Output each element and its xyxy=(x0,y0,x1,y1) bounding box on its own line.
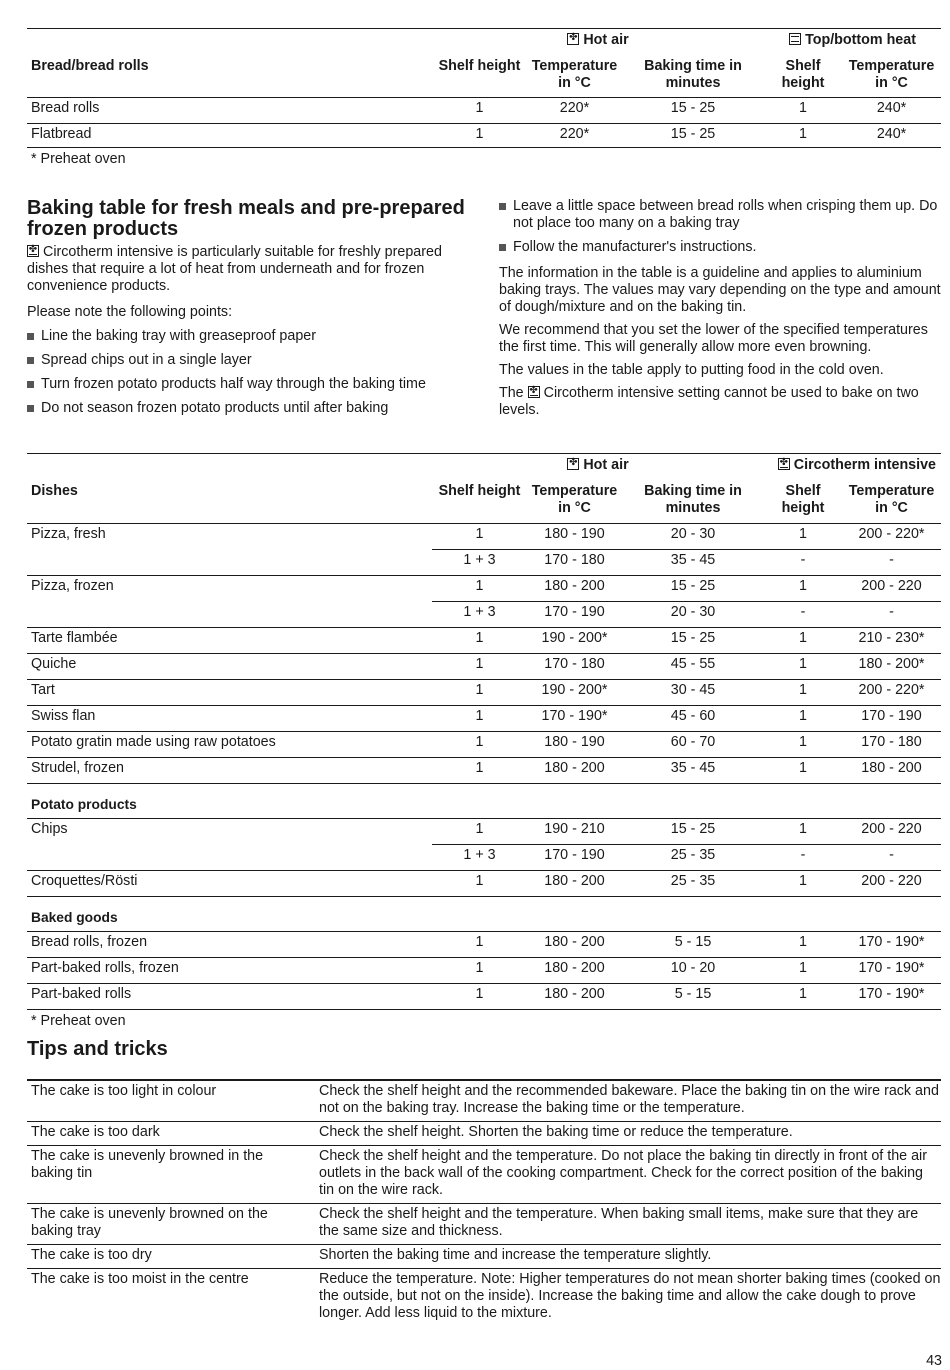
top-bottom-heat-icon xyxy=(789,33,801,45)
row-temp2: 200 - 220 xyxy=(842,870,941,896)
dishes-col-temp2: Temperature in °C xyxy=(848,483,935,516)
row-time: 45 - 55 xyxy=(622,653,764,679)
row-name: Tarte flambée xyxy=(27,627,432,653)
table-row xyxy=(27,844,941,870)
tips-row xyxy=(27,1204,941,1245)
info-para-4: The ✤ Circotherm intensive setting cannot be used to bake on two levels. xyxy=(499,385,941,419)
row-time: 15 - 25 xyxy=(622,575,764,601)
bread-table-bottom-rule xyxy=(27,147,941,148)
row-temp: 180 - 200 xyxy=(527,931,622,957)
tip-solution: Check the shelf height. Shorten the baking time or reduce the temperature. xyxy=(315,1122,941,1146)
row-temp2: 240* xyxy=(842,97,941,123)
row-shelf2: 1 xyxy=(764,575,842,601)
row-name: Bread rolls, frozen xyxy=(27,931,432,957)
table-row xyxy=(27,870,941,896)
dishes-group-hot-air: ✤Hot air xyxy=(432,457,764,477)
row-name: Bread rolls xyxy=(27,97,432,123)
row-temp2: 170 - 180 xyxy=(842,731,941,757)
bread-col-shelf2: Shelf height xyxy=(781,58,825,91)
row-temp2: 180 - 200* xyxy=(842,653,941,679)
row-shelf2: - xyxy=(764,601,842,627)
note-lead: Please note the following points: xyxy=(27,304,233,320)
bread-table xyxy=(27,32,941,149)
tip-solution: Check the shelf height and the temperature. When baking small items, make sure that they are the same size and thickness. xyxy=(315,1204,941,1245)
row-shelf2: 1 xyxy=(764,870,842,896)
dishes-col-temp: Temperature in °C xyxy=(531,483,618,516)
row-shelf: 1 xyxy=(432,870,527,896)
row-temp: 170 - 190 xyxy=(527,601,622,627)
row-shelf2: - xyxy=(764,844,842,870)
row-name: Swiss flan xyxy=(27,705,432,731)
row-name: Chips xyxy=(27,818,432,844)
fresh-section-intro: ✤Circotherm intensive is particularly suitable for freshly prepared dishes that require a lot of heat from underneath and for frozen convenience products. xyxy=(27,244,477,295)
row-shelf: 1 + 3 xyxy=(432,601,527,627)
table-row xyxy=(27,679,941,705)
row-shelf: 1 xyxy=(432,97,527,123)
row-shelf2: - xyxy=(764,549,842,575)
row-temp: 180 - 200 xyxy=(527,870,622,896)
row-temp2: 200 - 220* xyxy=(842,679,941,705)
row-temp: 170 - 190 xyxy=(527,844,622,870)
dishes-table-top-rule xyxy=(27,453,941,454)
row-temp: 220* xyxy=(527,123,622,149)
tip-problem: The cake is unevenly browned on the baking tray xyxy=(27,1204,315,1245)
tips-row xyxy=(27,1122,941,1146)
tip-problem: The cake is too light in colour xyxy=(27,1081,315,1122)
row-name: Quiche xyxy=(27,653,432,679)
tip-solution: Check the shelf height and the recommended bakeware. Place the baking tin on the wire rack and not on the baking tray. Increase the baking time or the temperature. xyxy=(315,1081,941,1122)
row-temp: 170 - 180 xyxy=(527,549,622,575)
row-shelf: 1 xyxy=(432,818,527,844)
table-row xyxy=(27,818,941,844)
row-name xyxy=(27,844,432,870)
circotherm-intensive-icon xyxy=(27,245,39,257)
tip-problem: The cake is too moist in the centre xyxy=(27,1269,315,1327)
row-temp2: 240* xyxy=(842,123,941,149)
row-shelf2: 1 xyxy=(764,957,842,983)
bullet-item: Line the baking tray with greaseproof paper xyxy=(27,328,477,345)
bread-col-item: Bread/bread rolls xyxy=(31,58,149,74)
tips-row xyxy=(27,1146,941,1204)
table-row xyxy=(27,653,941,679)
row-temp2: 170 - 190* xyxy=(842,957,941,983)
row-temp: 180 - 190 xyxy=(527,731,622,757)
row-time: 20 - 30 xyxy=(622,523,764,549)
row-temp2: 210 - 230* xyxy=(842,627,941,653)
fresh-section-left xyxy=(27,198,477,424)
row-time: 15 - 25 xyxy=(622,123,764,149)
row-name: Part-baked rolls xyxy=(27,983,432,1009)
fresh-section-right xyxy=(499,198,941,419)
row-temp: 190 - 200* xyxy=(527,627,622,653)
row-temp2: 200 - 220 xyxy=(842,575,941,601)
row-name xyxy=(27,601,432,627)
row-temp: 170 - 190* xyxy=(527,705,622,731)
row-time: 15 - 25 xyxy=(622,627,764,653)
row-time: 30 - 45 xyxy=(622,679,764,705)
bread-col-time: Baking time in minutes xyxy=(644,58,742,91)
table-row xyxy=(27,957,941,983)
table-row xyxy=(27,757,941,783)
row-shelf2: 1 xyxy=(764,123,842,149)
tip-problem: The cake is too dark xyxy=(27,1122,315,1146)
row-shelf2: 1 xyxy=(764,627,842,653)
row-shelf: 1 xyxy=(432,957,527,983)
row-shelf2: 1 xyxy=(764,523,842,549)
bullet-item: Do not season frozen potato products until after baking xyxy=(27,400,477,417)
table-row xyxy=(27,123,941,149)
row-name: Pizza, frozen xyxy=(27,575,432,601)
row-shelf: 1 xyxy=(432,653,527,679)
baked-goods-heading: Baked goods xyxy=(27,896,941,931)
row-time: 20 - 30 xyxy=(622,601,764,627)
dishes-group-circ: ✤ Circotherm intensive xyxy=(764,457,941,477)
bullet-list-left xyxy=(27,328,477,417)
fresh-section-heading: Baking table for fresh meals and pre-prepared frozen products xyxy=(27,197,465,240)
table-row xyxy=(27,983,941,1009)
row-temp: 170 - 180 xyxy=(527,653,622,679)
tip-problem: The cake is too dry xyxy=(27,1245,315,1269)
row-name: Tart xyxy=(27,679,432,705)
row-shelf: 1 xyxy=(432,575,527,601)
bread-col-temp: Temperature in °C xyxy=(531,58,618,91)
row-temp: 180 - 200 xyxy=(527,957,622,983)
bread-table-top-rule xyxy=(27,28,941,29)
table-row xyxy=(27,575,941,601)
baked-goods-heading-row xyxy=(27,896,941,931)
table-row xyxy=(27,549,941,575)
row-name: Part-baked rolls, frozen xyxy=(27,957,432,983)
tips-table xyxy=(27,1080,941,1326)
row-shelf: 1 xyxy=(432,931,527,957)
row-time: 60 - 70 xyxy=(622,731,764,757)
row-shelf: 1 xyxy=(432,123,527,149)
tips-row xyxy=(27,1245,941,1269)
bullet-item: Leave a little space between bread rolls when crisping them up. Do not place too many on a baking tray xyxy=(499,198,941,232)
dishes-col-time: Baking time in minutes xyxy=(644,483,742,516)
dishes-col-shelf: Shelf height xyxy=(438,483,521,499)
row-name: Croquettes/Rösti xyxy=(27,870,432,896)
row-temp: 220* xyxy=(527,97,622,123)
bullet-item: Spread chips out in a single layer xyxy=(27,352,477,369)
row-name: Strudel, frozen xyxy=(27,757,432,783)
row-time: 15 - 25 xyxy=(622,818,764,844)
row-time: 5 - 15 xyxy=(622,983,764,1009)
circotherm-intensive-icon xyxy=(528,386,540,398)
table-row xyxy=(27,97,941,123)
row-temp2: - xyxy=(842,844,941,870)
potato-products-heading-row xyxy=(27,783,941,818)
row-temp2: - xyxy=(842,549,941,575)
tip-solution: Check the shelf height and the temperature. Do not place the baking tin directly in front of the air outlets in the back wall of the cooking compartment. Check for the correct position of the baking tin on the wire rack. xyxy=(315,1146,941,1204)
row-temp: 190 - 200* xyxy=(527,679,622,705)
row-shelf2: 1 xyxy=(764,679,842,705)
row-name: Potato gratin made using raw potatoes xyxy=(27,731,432,757)
row-shelf: 1 + 3 xyxy=(432,549,527,575)
row-time: 25 - 35 xyxy=(622,870,764,896)
bread-group-top-bottom: Top/bottom heat xyxy=(764,32,941,52)
bread-col-temp2: Temperature in °C xyxy=(848,58,935,91)
info-para-2: We recommend that you set the lower of the specified temperatures the first time. This will generally allow more even browning. xyxy=(499,322,928,355)
table-row xyxy=(27,627,941,653)
tips-row xyxy=(27,1269,941,1327)
row-shelf2: 1 xyxy=(764,731,842,757)
dishes-col-item: Dishes xyxy=(31,483,78,499)
row-shelf2: 1 xyxy=(764,653,842,679)
row-time: 35 - 45 xyxy=(622,549,764,575)
table-row xyxy=(27,931,941,957)
row-shelf: 1 xyxy=(432,705,527,731)
row-time: 15 - 25 xyxy=(622,97,764,123)
bullet-list-right xyxy=(499,198,941,256)
row-shelf: 1 xyxy=(432,627,527,653)
row-name: Flatbread xyxy=(27,123,432,149)
hot-air-icon xyxy=(567,33,579,45)
circotherm-intensive-icon xyxy=(778,458,790,470)
row-temp: 190 - 210 xyxy=(527,818,622,844)
table-row xyxy=(27,731,941,757)
row-temp2: 180 - 200 xyxy=(842,757,941,783)
row-shelf: 1 xyxy=(432,523,527,549)
row-shelf2: 1 xyxy=(764,97,842,123)
bread-col-shelf: Shelf height xyxy=(438,58,521,74)
bullet-item: Turn frozen potato products half way through the baking time xyxy=(27,376,477,393)
row-time: 10 - 20 xyxy=(622,957,764,983)
row-time: 45 - 60 xyxy=(622,705,764,731)
row-temp: 180 - 200 xyxy=(527,757,622,783)
bullet-item: Follow the manufacturer's instructions. xyxy=(499,239,941,256)
row-shelf: 1 xyxy=(432,983,527,1009)
potato-products-heading: Potato products xyxy=(27,783,941,818)
dishes-col-shelf2: Shelf height xyxy=(781,483,825,516)
bread-footnote: * Preheat oven xyxy=(31,151,126,167)
tip-solution: Shorten the baking time and increase the temperature slightly. xyxy=(315,1245,941,1269)
tips-row xyxy=(27,1081,941,1122)
row-shelf2: 1 xyxy=(764,757,842,783)
bread-group-hot-air: ✤Hot air xyxy=(432,32,764,52)
info-para-1: The information in the table is a guideline and applies to aluminium baking trays. The values may vary depending on the type and amount of dough/mixture and on the baking tin. xyxy=(499,265,941,315)
hot-air-icon xyxy=(567,458,579,470)
row-temp2: 200 - 220 xyxy=(842,818,941,844)
row-name: Pizza, fresh xyxy=(27,523,432,549)
row-shelf2: 1 xyxy=(764,983,842,1009)
row-temp: 180 - 200 xyxy=(527,983,622,1009)
row-temp: 180 - 200 xyxy=(527,575,622,601)
table-row xyxy=(27,601,941,627)
row-shelf2: 1 xyxy=(764,705,842,731)
info-para-3: The values in the table apply to putting food in the cold oven. xyxy=(499,362,884,378)
row-temp2: 170 - 190 xyxy=(842,705,941,731)
row-temp2: - xyxy=(842,601,941,627)
row-shelf: 1 + 3 xyxy=(432,844,527,870)
row-temp2: 170 - 190* xyxy=(842,931,941,957)
row-shelf: 1 xyxy=(432,679,527,705)
row-time: 25 - 35 xyxy=(622,844,764,870)
dishes-table xyxy=(27,457,941,1030)
tips-heading: Tips and tricks xyxy=(27,1038,168,1060)
row-time: 5 - 15 xyxy=(622,931,764,957)
table-row xyxy=(27,705,941,731)
row-temp2: 170 - 190* xyxy=(842,983,941,1009)
page-number: 43 xyxy=(926,1353,942,1369)
dishes-footnote: * Preheat oven xyxy=(31,1012,126,1029)
row-shelf2: 1 xyxy=(764,931,842,957)
table-row xyxy=(27,523,941,549)
row-shelf: 1 xyxy=(432,731,527,757)
row-shelf: 1 xyxy=(432,757,527,783)
row-time: 35 - 45 xyxy=(622,757,764,783)
row-name xyxy=(27,549,432,575)
row-temp2: 200 - 220* xyxy=(842,523,941,549)
row-temp: 180 - 190 xyxy=(527,523,622,549)
tip-problem: The cake is unevenly browned in the baking tin xyxy=(27,1146,315,1204)
row-shelf2: 1 xyxy=(764,818,842,844)
tip-solution: Reduce the temperature. Note: Higher temperatures do not mean shorter baking times (cooked on the outside, but not on the inside). Increase the baking time and allow the cake dough to prove longer. Add less liquid to the mixture. xyxy=(315,1269,941,1327)
